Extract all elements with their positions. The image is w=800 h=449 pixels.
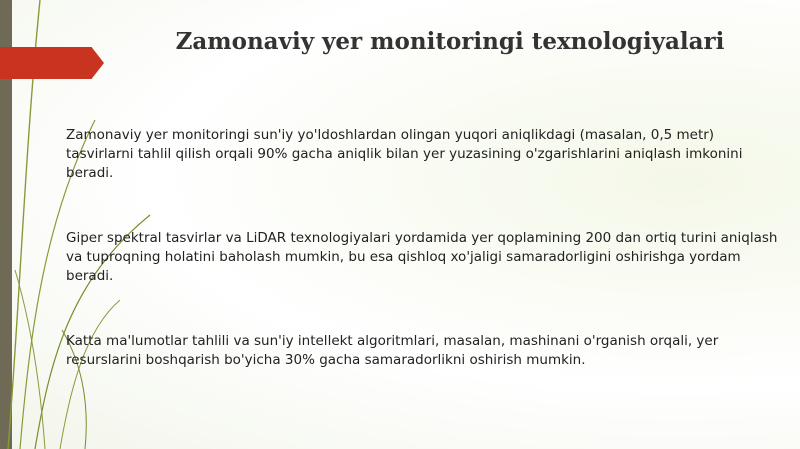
paragraph-3: Katta ma'lumotlar tahlili va sun'iy intellekt algoritmlari, masalan, mashinani o'rganish orqali, yer resurslarini boshqarish bo'yicha 30% gacha samaradorlikni oshirish mumkin. <box>66 333 719 368</box>
slide-title: Zamonaviy yer monitoringi texnologiyalari <box>175 28 725 55</box>
paragraph-2: Giper spektral tasvirlar va LiDAR texnologiyalari yordamida yer qoplamining 200 dan ortiq turini aniqlash va tuproqning holatini baholash mumkin, bu esa qishloq xo'jaligi samaradorligini oshirishga yordam beradi. <box>66 230 778 284</box>
paragraph-1: Zamonaviy yer monitoringi sun'iy yo'ldoshlardan olingan yuqori aniqlikdagi (masalan, 0,5 metr) tasvirlarni tahlil qilish orqali 90% gacha aniqlik bilan yer yuzasining o'zgarishlarini aniqlash imkonini beradi. <box>66 127 743 181</box>
title-accent-arrow <box>0 47 104 79</box>
